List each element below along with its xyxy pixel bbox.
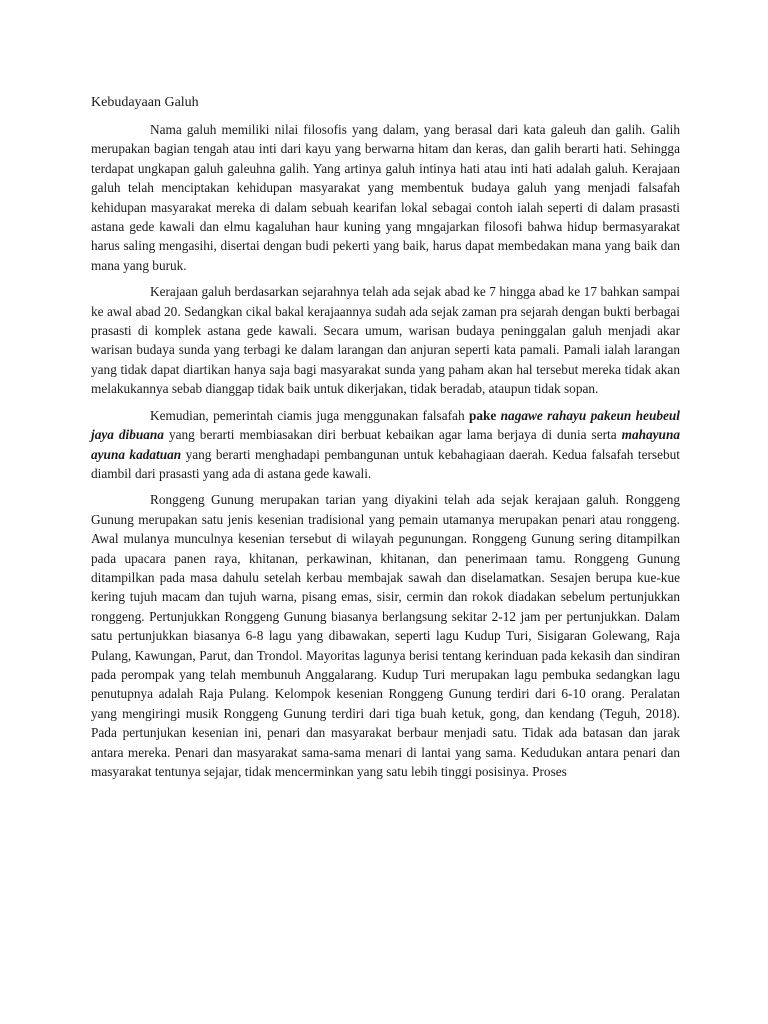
document-title: Kebudayaan Galuh xyxy=(91,95,199,110)
philosophy-phrase-1: nagawe rahayu pakeun heubeul jaya dibuana xyxy=(91,407,680,443)
paragraph-3-bold-1: pake xyxy=(468,407,501,423)
paragraph-2: Kerajaan galuh berdasarkan sejarahnya telah ada sejak abad ke 7 hingga abad ke 17 bahkan sampai ke awal abad 20. Sedangkan cikal bakal kerajaannya sudah ada sejak zaman pra sejarah dengan bukti berbagai prasasti di komplek astana gede kawali. Secara umum, warisan budaya peninggalan galuh menjadi akar warisan budaya sunda yang terbagi ke dalam larangan dan anjuran seperti kata pamali. Pamali ialah larangan yang tidak dapat diartikan hanya saja bagi masyarakat sunda yang paham akan hal tersebut mereka tidak akan melakukannya sebab dianggap tidak baik untuk dikerjakan, tidak beradab, ataupun tidak sopan. xyxy=(91,284,680,397)
paragraph-3-text-2: yang berarti membiasakan diri berbuat kebaikan agar lama berjaya di dunia serta xyxy=(163,427,622,443)
paragraph-3 xyxy=(91,406,680,484)
paragraph-1: Nama galuh memiliki nilai filosofis yang dalam, yang berasal dari kata galeuh dan galih. Galih merupakan bagian tengah atau inti dari kayu yang berwarna hitam dan keras, dan galih berarti hati. Sehingga terdapat ungkapan galuh galeuhna galih. Yang artinya galuh intinya hati atau inti hati adalah galuh. Kerajaan galuh telah menciptakan kehidupan masyarakat yang membentuk budaya galuh yang menjadi falsafah kehidupan masyarakat mereka di dalam sebuah kearifan lokal sebagai contoh ialah seperti di dalam prasasti astana gede kawali dan elmu kagaluhan haur kuning yang mngajarkan filosofi bahwa hidup bermasyarakat harus saling mengasihi, disertai dengan budi pekerti yang baik, harus dapat membedakan mana yang baik dan mana yang buruk. xyxy=(91,122,680,273)
paragraph-3-text-3: yang berarti menghadapi pembangunan untuk kebahagiaan daerah. Kedua falsafah tersebut diambil dari prasasti yang ada di astana gede kawali. xyxy=(91,446,680,481)
paragraph-4: Ronggeng Gunung merupakan tarian yang diyakini telah ada sejak kerajaan galuh. Ronggeng Gunung merupakan satu jenis kesenian tradisional yang pemain utamanya merupakan penari atau ronggeng. Awal mulanya munculnya kesenian tersebut di wilayah pegunungan. Ronggeng Gunung sering ditampilkan pada upacara panen raya, khitanan, perkawinan, khitanan, dan penerimaan tamu. Ronggeng Gunung ditampilkan pada masa dahulu setelah kerbau membajak sawah dan diselamatkan. Sesajen berupa kue-kue kering tujuh macam dan tujuh warna, pisang emas, sisir, cermin dan rokok diadakan sebelum pertunjukkan ronggeng. Pertunjukkan Ronggeng Gunung biasanya berlangsung sekitar 2-12 jam per pertunjukkan. Dalam satu pertunjukkan biasanya 6-8 lagu yang dibawakan, seperti lagu Kudup Turi, Sisigaran Golewang, Raja Pulang, Kawungan, Parut, dan Trondol. Mayoritas lagunya berisi tentang kerinduan pada kekasih dan sindiran pada perompak yang telah membunuh Anggalarang. Kudup Turi merupakan lagu pembuka sedangkan lagu penutupnya adalah Raja Pulang. Kelompok kesenian Ronggeng Gunung terdiri dari 6-10 orang. Peralatan yang mengiringi musik Ronggeng Gunung terdiri dari tiga buah ketuk, gong, dan kendang (Teguh, 2018). Pada pertunjukan kesenian ini, penari dan masyarakat berbaur menjadi satu. Tidak ada batasan dan jarak antara mereka. Penari dan masyarakat sama-sama menari di lantai yang sama. Kedudukan antara penari dan masyarakat tentunya sejajar, tidak mencerminkan yang satu lebih tinggi posisinya. Proses xyxy=(91,492,680,779)
paragraph-3-text-1: Kemudian, pemerintah ciamis juga menggunakan falsafah xyxy=(150,407,469,423)
philosophy-phrase-2: mahayuna ayuna kadatuan xyxy=(91,427,681,462)
